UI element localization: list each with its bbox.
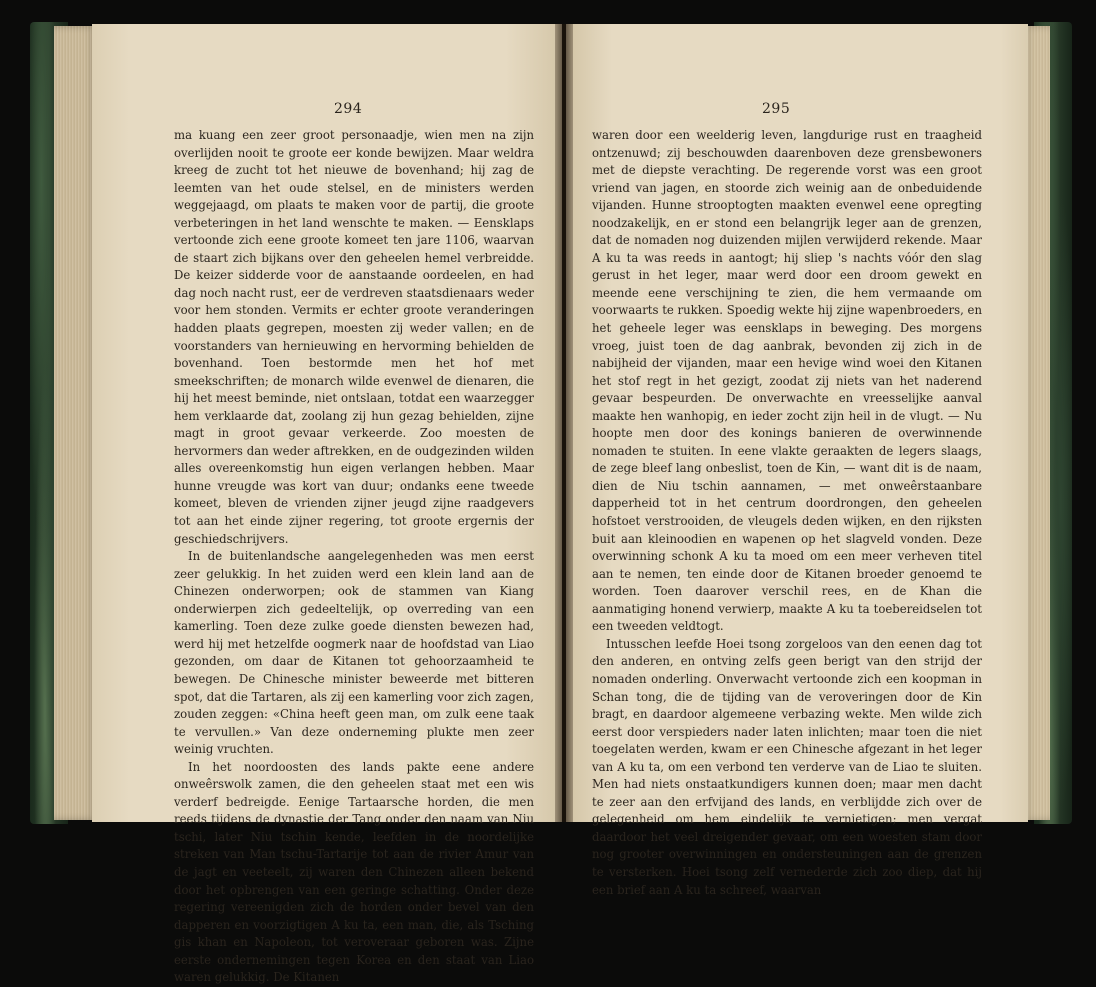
left-page — [92, 24, 562, 985]
paragraph: Intusschen leefde Hoei tsong zorgeloos van den eenen dag tot den anderen, en ontving zelfs geen berigt van den strijd der nomaden onderling. Onverwacht vertoonde zich een koopman in Schan tong, die de tijding van de veroveringen door de Kin bragt, en daardoor algemeene verbazing wekte. Men wilde zich eerst door verspieders nader laten inlichten; maar toen die niet toegelaten werden, kwam er een Chinesche afgezant in het leger van A ku ta, om een verbond ten verderve van de Liao te sluiten. Men had niets onstaatkundigers kunnen doen; maar men dacht te zeer aan den erfvijand des lands, en verblijdde zich over de gelegenheid om hem eindelijk te vernietigen; men vergat daardoor het veel dreigender gevaar, om een woesten stam door nog grooter overwinningen en ondersteuningen aan de grenzen te versterken. Hoei tsong zelf vernederde zich zoo diep, dat hij een brief aan A ku ta schreef, waarvan — [592, 636, 982, 897]
paragraph: ma kuang een zeer groot personaadje, wien men na zijn overlijden nooit te groote eer konde bewijzen. Maar weldra kreeg de zucht tot het nieuwe de bovenhand; hij zag de leemten van het oude stelsel, en de ministers werden weggejaagd, om plaats te maken voor de partij, die groote verbeteringen in het land wenschte te maken. — Eensklaps vertoonde zich eene groote komeet ten jare 1106, waarvan de staart zich bijkans over den geheelen hemel verbreidde. De keizer sidderde voor de aanstaande oordeelen, en had dag noch nacht rust, eer de verdreven staatsdienaars weder voor hem stonden. Vermits er echter groote veranderingen hadden plaats gegrepen, moesten zij weder vallen; en de voorstanders van hernieuwing en hervorming behielden de bovenhand. Toen bestormde men het hof met smeekschriften; de monarch wilde evenwel de dienaren, die hij het meest beminde, niet ontslaan, totdat een waarzegger hem verklaarde dat, zoolang zij hun gezag behielden, zijne magt in groot gevaar verkeerde. Zoo moesten de hervormers dan weder aftrekken, en de oudgezinden wilden alles overeenkomstig hun eigen verlangen hebben. Maar hunne vreugde was kort van duur; ondanks eene tweede komeet, bleven de vrienden zijner jeugd zijne raadgevers tot aan het einde zijner regering, tot groote ergernis der geschiedschrijvers. — [174, 128, 534, 546]
page-number-left: 294 — [334, 101, 363, 117]
right-page — [566, 24, 1028, 897]
paragraph: In het noordoosten des lands pakte eene andere onweêrswolk zamen, die den geheelen staat met een wis verderf bedreigde. Eenige Tartaarsche horden, die men reeds tijdens de dynastie der Tang onder den naam van Niu tschi, later Niu tschin kende, leefden in de noordelijke streken van Man tschu-Tartarije tot aan de rivier Amur van de jagt en veeteelt, zij waren den Chinezen alleen bekend door het opbrengen van een geringe schatting. Onder deze regering vereenigden zich de horden onder bevel van den dapperen en voorzigtigen A ku ta, een man, die, als Tsching gis khan en Napoleon, tot veroveraar geboren was. Zijne eerste ondernemingen tegen Korea en den staat van Liao waren gelukkig. De Kitanen — [174, 759, 534, 985]
paragraph: In de buitenlandsche aangelegenheden was men eerst zeer gelukkig. In het zuiden werd een klein land aan de Chinezen onderworpen; ook de stammen van Kiang onderwierpen zich gedeeltelijk, op overreding van een kamerling. Toen deze zulke goede diensten bewezen had, werd hij met hetzelfde oogmerk naar de hoofdstad van Liao gezonden, om daar de Kitanen tot gehoorzaamheid te bewegen. De Chinesche minister beweerde met bitteren spot, dat die Tartaren, als zij een kamerling voor zich zagen, zouden zeggen: «China heeft geen man, om zulk eene taak te vervullen.» Van deze onderneming plukte men zeer weinig vruchten. — [174, 549, 534, 757]
paragraph: waren door een weelderig leven, langdurige rust en traagheid ontzenuwd; zij beschouwden daarenboven deze grensbewoners met de diepste verachting. De regerende vorst was een groot vriend van jagen, en stoorde zich weinig aan de onbeduidende vijanden. Hunne strooptogten maakten evenwel eene opregting noodzakelijk, en er stond een belangrijk leger aan de grenzen, dat de nomaden nog duizenden mijlen verwijderd rekende. Maar A ku ta was reeds in aantogt; hij sliep 's nachts vóór den slag gerust in het leger, maar werd door een droom gewekt en meende eene verschijning te zien, die hem vermaande om voorwaarts te rukken. Spoedig wekte hij zijne wapenbroeders, en het geheele leger was eensklaps in beweging. Des morgens vroeg, juist toen de dag aanbrak, bevonden zij zich in de nabijheid der vijanden, maar een hevige wind woei den Kitanen het stof regt in het gezigt, zoodat zij niets van het naderend gevaar bespeurden. De onverwachte en vreesselijke aanval maakte hen wanhopig, en ieder zocht zijn heil in de vlugt. — Nu hoopte men door des konings banieren de overwinnende nomaden te stuiten. In eene vlakte geraakten de legers slaags, de zege bleef lang onbeslist, toen de Kin, — want dit is de naam, dien de Niu tschin aannamen, — met onweêrstaanbare dapperheid tot in het centrum doordrongen, den geheelen hofstoet verstrooiden, de vleugels deden wijken, en den rijksten buit aan kleinoodien en wapenen op het slagveld vonden. Deze overwinning schonk A ku ta moed om een meer verheven titel aan te nemen, ten einde door de Kitanen broeder genoemd te worden. Toen daarover verschil rees, en de Khan die aanmatiging honend verwierp, maakte A ku ta toebereidselen tot een tweeden veldtogt. — [592, 128, 982, 634]
book-gutter — [555, 24, 573, 822]
page-number-right: 295 — [762, 101, 791, 117]
left-page-body — [174, 127, 534, 987]
right-page-body — [592, 127, 982, 899]
